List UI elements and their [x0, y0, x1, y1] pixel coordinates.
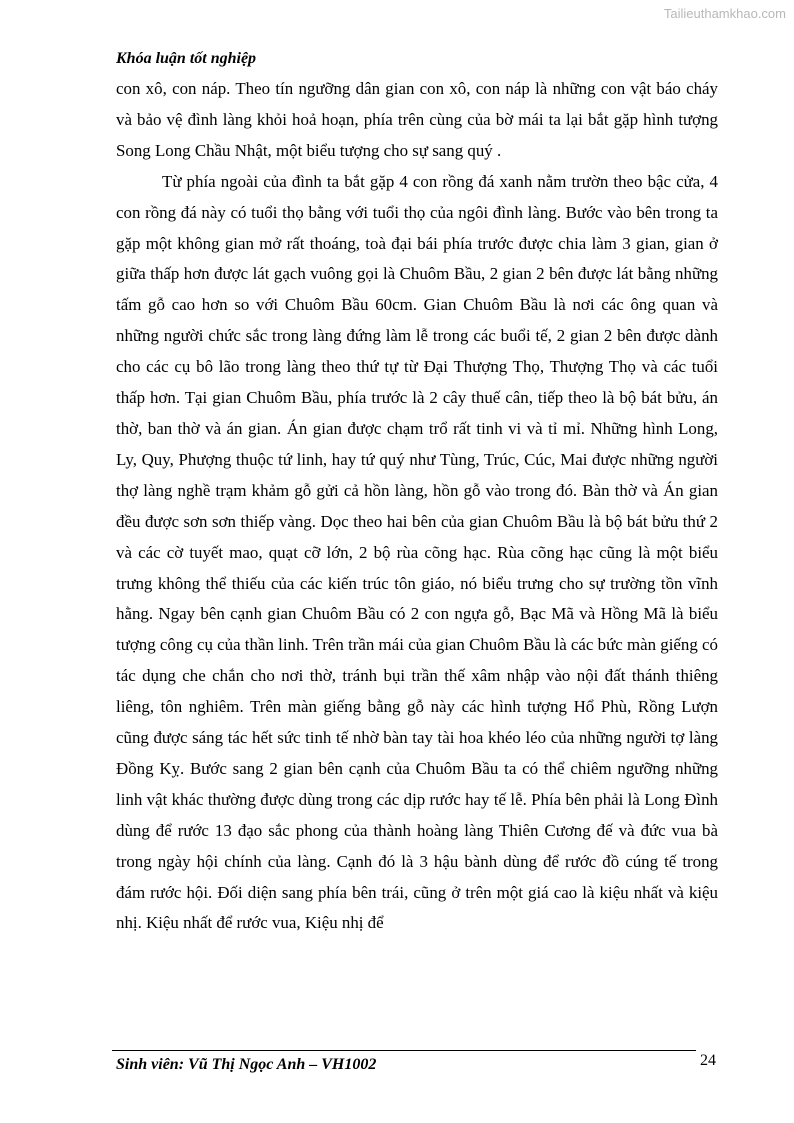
paragraph-continuation: con xô, con náp. Theo tín ngưỡng dân gian con xô, con náp là những con vật báo cháy và bảo vệ đình làng khỏi hoả hoạn, phía trên cùng của bờ mái ta lại bắt gặp hình tượng Song Long Chầu Nhật, một biểu tượng cho sự sang quý . — [116, 79, 718, 160]
watermark-text: Tailieuthamkhao.com — [663, 6, 786, 21]
footer-divider — [112, 1050, 696, 1051]
document-body — [116, 74, 718, 939]
paragraph-main: Từ phía ngoài của đình ta bắt gặp 4 con rồng đá xanh nằm trườn theo bậc cửa, 4 con rồng đá này có tuổi thọ bằng với tuổi thọ của ngôi đình làng. Bước vào bên trong ta gặp một không gian mở rất thoáng, toà đại bái phía trước được chia làm 3 gian, gian ở giữa thấp hơn được lát gạch vuông gọi là Chuôm Bầu, 2 gian 2 bên được lát bằng những tấm gỗ cao hơn so với Chuôm Bầu 60cm. Gian Chuôm Bầu là nơi các ông quan và những người chức sắc trong làng đứng làm lễ trong các buổi tế, 2 gian 2 bên được dành cho các cụ bô lão trong làng theo thứ tự từ Đại Thượng Thọ, Thượng Thọ và các tuổi thấp hơn. Tại gian Chuôm Bầu, phía trước là 2 cây thuế cân, tiếp theo là bộ bát bửu, án thờ, ban thờ và án gian. Án gian được chạm trổ rất tinh vi và tỉ mỉ. Những hình Long, Ly, Quy, Phượng thuộc tứ linh, hay tứ quý như Tùng, Trúc, Cúc, Mai được những người thợ làng nghề trạm khảm gỗ gửi cả hồn làng, hồn gỗ vào trong đó. Bàn thờ và Án gian đều được sơn sơn thiếp vàng. Dọc theo hai bên của gian Chuôm Bầu là bộ bát bửu thứ 2 và các cờ tuyết mao, quạt cỡ lớn, 2 bộ rùa cõng hạc. Rùa cõng hạc cũng là một biểu trưng không thể thiếu của các kiến trúc tôn giáo, nó biểu trưng cho sự trường tồn vĩnh hằng. Ngay bên cạnh gian Chuôm Bầu có 2 con ngựa gỗ, Bạc Mã và Hồng Mã là biểu tượng công cụ của thần linh. Trên trần mái của gian Chuôm Bầu là các bức màn giếng có tác dụng che chắn cho nơi thờ, tránh bụi trần thế xâm nhập vào nội đất thánh thiêng liêng, tôn nghiêm. Trên màn giếng bằng gỗ này các hình tượng Hổ Phù, Rồng Lượn cũng được sáng tác hết sức tinh tế nhờ bàn tay tài hoa khéo léo của những người tợ làng Đồng Kỵ. Bước sang 2 gian bên cạnh của Chuôm Bầu ta có thể chiêm ngưỡng những linh vật khác thường được dùng trong các dịp rước hay tế lễ. Phía bên phải là Long Đình dùng để rước 13 đạo sắc phong của thành hoàng làng Thiên Cương đế và đức vua bà trong ngày hội chính của làng. Cạnh đó là 3 hậu bành dùng để rước đồ cúng tế trong đám rước hội. Đối diện sang phía bên trái, cũng ở trên một giá cao là kiệu nhất và kiệu nhị. Kiệu nhất để rước vua, Kiệu nhị để — [116, 171, 718, 933]
footer-author: Sinh viên: Vũ Thị Ngọc Anh – VH1002 — [116, 1056, 377, 1073]
page-number: 24 — [700, 1052, 716, 1069]
page-header-title: Khóa luận tốt nghiệp — [116, 50, 257, 67]
